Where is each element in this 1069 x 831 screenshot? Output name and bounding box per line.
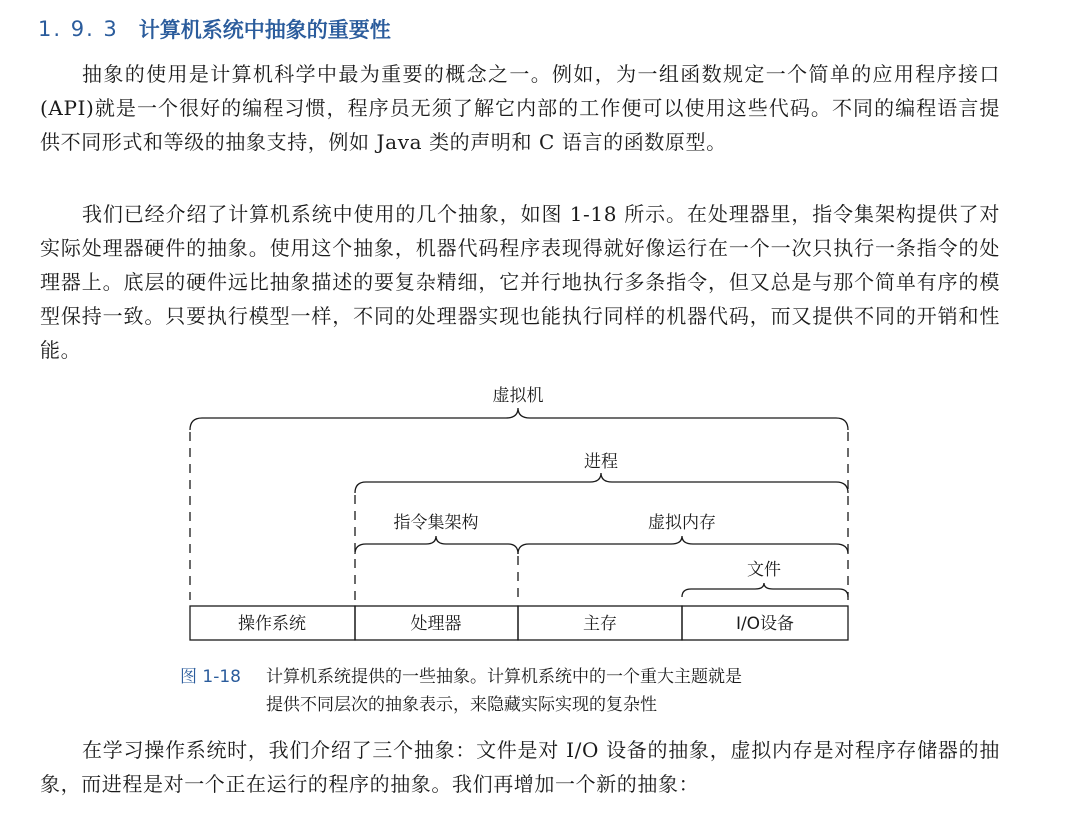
brace-isa xyxy=(355,536,518,554)
caption-line-2: 提供不同层次的抽象表示，来隐藏实际实现的复杂性 xyxy=(266,695,657,715)
paragraph-os-abstractions: 在学习操作系统时，我们介绍了三个抽象：文件是对 I/O 设备的抽象，虚拟内存是对程序存储器的抽象，而进程是对一个正在运行的程序的抽象。我们再增加一个新的抽象： xyxy=(40,738,1000,796)
label-process: 进程 xyxy=(584,452,618,472)
section-heading xyxy=(38,14,391,44)
label-isa: 指令集架构 xyxy=(393,513,479,533)
box-label-os: 操作系统 xyxy=(238,614,306,634)
box-label-io-devices: I/O设备 xyxy=(735,614,795,634)
section-title: 计算机系统中抽象的重要性 xyxy=(138,18,391,42)
paragraph-abstractions-figure: 我们已经介绍了计算机系统中使用的几个抽象，如图 1-18 所示。在处理器里，指令集架构提供了对实际处理器硬件的抽象。使用这个抽象，机器代码程序表现得就好像运行在一个一次只执行一条指令的处理器上。底层的硬件远比抽象描述的要复杂精细，它并行地执行多条指令，但又总是与那个简单有序的模型保持一致。只要执行模型一样，不同的处理器实现也能执行同样的机器代码，而又提供不同的开销和性能。 xyxy=(40,202,1000,362)
box-label-main-memory: 主存 xyxy=(583,614,617,634)
caption-line-1: 计算机系统提供的一些抽象。计算机系统中的一个重大主题就是 xyxy=(266,667,742,687)
figure-caption xyxy=(180,663,742,719)
section-number: 1. 9. 3 xyxy=(38,17,119,41)
box-label-processor: 处理器 xyxy=(410,614,462,634)
brace-file xyxy=(682,583,848,597)
label-virtual-machine: 虚拟机 xyxy=(492,386,544,406)
caption-number: 图 1-18 xyxy=(180,667,241,687)
paragraph-abstraction-intro: 抽象的使用是计算机科学中最为重要的概念之一。例如，为一组函数规定一个简单的应用程序接口(API)就是一个很好的编程习惯，程序员无须了解它内部的工作便可以使用这些代码。不同的编程语言提供不同形式和等级的抽象支持，例如 Java 类的声明和 C 语言的函数原型。 xyxy=(40,62,1000,154)
label-file: 文件 xyxy=(747,560,781,580)
label-virtual-memory: 虚拟内存 xyxy=(648,513,716,533)
brace-process xyxy=(355,473,848,493)
brace-virtual-machine xyxy=(190,408,848,430)
brace-virtual-memory xyxy=(518,536,848,554)
